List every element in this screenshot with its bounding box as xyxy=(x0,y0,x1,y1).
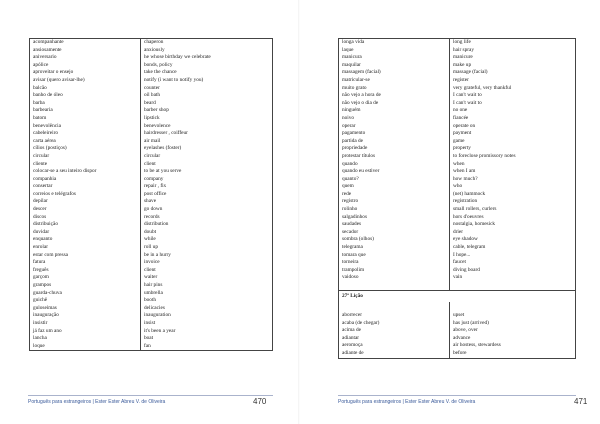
vocab-row xyxy=(339,100,576,108)
english-term: fan xyxy=(144,342,151,349)
vocab-row xyxy=(339,183,576,191)
vocab-row xyxy=(30,236,273,244)
english-term: nostalgia, homesick xyxy=(453,221,496,228)
english-term: eyelashes (foster) xyxy=(144,145,182,152)
english-term: to be at you serve xyxy=(144,168,182,175)
english-term: eye shadow xyxy=(453,236,478,243)
english-term: bonds, policy xyxy=(144,61,173,68)
english-term: anxiously xyxy=(144,46,165,53)
portuguese-term: aborrecer xyxy=(339,312,450,320)
vocab-row xyxy=(30,297,273,305)
portuguese-term: não vejo o dia de xyxy=(339,100,450,108)
portuguese-term: carta aérea xyxy=(30,138,141,146)
english-term: registration xyxy=(453,198,478,205)
english-term: notify (i want to notify you) xyxy=(144,76,204,83)
portuguese-term: avisar (quero avisar-lhe) xyxy=(30,77,141,85)
section-spacer xyxy=(339,302,576,312)
portuguese-term: quando xyxy=(339,161,450,169)
portuguese-term: ninguém xyxy=(339,107,450,115)
english-term: benevolence xyxy=(144,122,171,129)
portuguese-term: adiantar xyxy=(339,335,450,343)
portuguese-term: inauguração xyxy=(30,312,141,320)
portuguese-term: apólice xyxy=(30,62,141,70)
english-term: drier xyxy=(453,228,463,235)
vocab-row xyxy=(30,123,273,131)
english-term: I hope... xyxy=(453,251,471,258)
portuguese-term: insistir xyxy=(30,320,141,328)
portuguese-term: correios e telégrafos xyxy=(30,191,141,199)
vocab-row xyxy=(339,54,576,62)
vocab-row xyxy=(339,335,576,343)
portuguese-term: guichê xyxy=(30,297,141,305)
vocab-row xyxy=(339,252,576,260)
portuguese-term: manicura xyxy=(339,54,450,62)
english-term: oil bath xyxy=(144,92,161,99)
english-term: I can't wait to xyxy=(453,99,482,106)
vocab-row xyxy=(339,327,576,335)
portuguese-term: colocar-se a seu inteiro dispor xyxy=(30,168,141,176)
portuguese-term: estar com pressa xyxy=(30,252,141,260)
portuguese-term: partida de xyxy=(339,138,450,146)
vocab-row xyxy=(30,39,273,47)
vocab-row xyxy=(339,221,576,229)
portuguese-term: rolinho xyxy=(339,206,450,214)
english-term: beard xyxy=(144,99,156,106)
portuguese-term: operar xyxy=(339,123,450,131)
english-term: before xyxy=(453,349,467,356)
right-page xyxy=(300,0,600,424)
english-term: small rollers, curlers xyxy=(453,206,497,213)
portuguese-term: discos xyxy=(30,214,141,222)
english-term: he whose birthday we celebrate xyxy=(144,54,211,61)
vocab-row xyxy=(339,342,576,350)
vocab-row xyxy=(30,320,273,328)
english-term: very grateful, very thankful xyxy=(453,84,512,91)
english-term: manicure xyxy=(453,54,473,61)
vocab-row xyxy=(339,259,576,267)
vocab-row xyxy=(339,62,576,70)
portuguese-term: fatura xyxy=(30,259,141,267)
vocab-row xyxy=(30,145,273,153)
vocab-row xyxy=(30,206,273,214)
portuguese-term: aproveitar o ensejo xyxy=(30,69,141,77)
vocab-row xyxy=(339,191,576,199)
vocab-row xyxy=(30,282,273,290)
vocab-row xyxy=(339,350,576,358)
english-term: no one xyxy=(453,107,468,114)
portuguese-term: saudades xyxy=(339,221,450,229)
portuguese-term: quando eu estiver xyxy=(339,168,450,176)
english-term: payment xyxy=(453,130,472,137)
portuguese-term: lancha xyxy=(30,335,141,343)
portuguese-term: muito grato xyxy=(339,85,450,93)
portuguese-term: enrolar xyxy=(30,244,141,252)
english-term: long life xyxy=(453,39,471,45)
page-number-right: 471 xyxy=(574,397,588,406)
portuguese-term: circular xyxy=(30,153,141,161)
vocab-row xyxy=(339,176,576,184)
portuguese-term: barbearia xyxy=(30,107,141,115)
portuguese-term: trampolim xyxy=(339,267,450,275)
vocab-row xyxy=(30,161,273,169)
portuguese-term: laque xyxy=(339,47,450,55)
english-term: records xyxy=(144,213,160,220)
vocab-row xyxy=(30,69,273,77)
portuguese-term: grampos xyxy=(30,282,141,290)
english-term: hors d'oeuvres xyxy=(453,213,484,220)
english-term: make up xyxy=(453,61,472,68)
vocab-row xyxy=(30,267,273,275)
vocab-row xyxy=(339,312,576,320)
vocab-row xyxy=(30,244,273,252)
vocab-row xyxy=(30,343,273,351)
vocab-row xyxy=(30,92,273,100)
portuguese-term: acompanhante xyxy=(30,39,141,47)
english-term: boat xyxy=(144,335,154,342)
vocab-row xyxy=(339,107,576,115)
portuguese-term: não vejo a hora de xyxy=(339,92,450,100)
portuguese-term: barba xyxy=(30,100,141,108)
vocab-row xyxy=(339,145,576,153)
vocab-row xyxy=(339,161,576,169)
portuguese-term: enquanto xyxy=(30,236,141,244)
section-heading-row xyxy=(339,291,576,303)
vocab-row xyxy=(30,221,273,229)
lesson-title: 27ª Lição xyxy=(342,293,363,299)
english-term: has just (arrived) xyxy=(453,319,489,326)
vocab-row xyxy=(30,229,273,237)
english-term: (net) hammock xyxy=(453,190,486,197)
portuguese-term: depilar xyxy=(30,198,141,206)
english-term: counter xyxy=(144,84,160,91)
english-term: to foreclose promissory notes xyxy=(453,152,516,159)
portuguese-term: balcão xyxy=(30,85,141,93)
english-term: operate on xyxy=(453,122,476,129)
english-term: client xyxy=(144,266,156,273)
vocab-row xyxy=(339,39,576,47)
portuguese-term: secador xyxy=(339,229,450,237)
english-term: it's been a year xyxy=(144,327,176,334)
portuguese-term: cliente xyxy=(30,161,141,169)
vocab-row xyxy=(339,153,576,161)
vocab-row xyxy=(339,123,576,131)
english-term: when I am xyxy=(453,168,476,175)
english-term: invoice xyxy=(144,259,160,266)
english-term: fiancée xyxy=(453,114,469,121)
vocab-row xyxy=(30,328,273,336)
portuguese-term: já faz um ano xyxy=(30,328,141,336)
portuguese-term: rede xyxy=(339,191,450,199)
portuguese-term: guloseimas xyxy=(30,305,141,313)
english-term: client xyxy=(144,160,156,167)
vocab-row xyxy=(339,274,576,282)
portuguese-term: pagamento xyxy=(339,130,450,138)
portuguese-term: maquilar xyxy=(339,62,450,70)
english-term: booth xyxy=(144,297,157,304)
english-term: insist xyxy=(144,319,156,326)
portuguese-term: propriedade xyxy=(339,145,450,153)
vocab-row xyxy=(339,244,576,252)
portuguese-term: batom xyxy=(30,115,141,123)
english-term: above, over xyxy=(453,327,478,334)
vocab-row xyxy=(30,100,273,108)
footer-text-left: Português para estrangeiros | Ester Ester Abreu V. de Oliveira xyxy=(28,399,166,405)
portuguese-term: vaidoso xyxy=(339,274,450,282)
portuguese-term: aeromoça xyxy=(339,342,450,350)
vocab-row xyxy=(30,252,273,260)
vocab-row xyxy=(30,62,273,70)
vocab-row xyxy=(30,191,273,199)
vocab-row xyxy=(30,85,273,93)
footer-rule-right xyxy=(338,395,576,396)
footer-text-right: Português para estrangeiros | Ester Ester Abreu V. de Oliveira xyxy=(338,399,476,405)
english-term: cable, telegram xyxy=(453,244,486,251)
english-term: air hostess, stewardess xyxy=(453,342,501,349)
portuguese-term: salgadinhos xyxy=(339,214,450,222)
portuguese-term: registro xyxy=(339,198,450,206)
english-term: hairdresser , coiffeur xyxy=(144,130,188,137)
vocab-row xyxy=(339,69,576,77)
english-term: repair , fix xyxy=(144,183,167,190)
english-term: upset xyxy=(453,312,465,318)
vocab-row xyxy=(30,305,273,313)
portuguese-term: quanto? xyxy=(339,176,450,184)
vocab-row xyxy=(30,214,273,222)
portuguese-term: consertar xyxy=(30,183,141,191)
portuguese-term: acima de xyxy=(339,327,450,335)
portuguese-term: protestar títulos xyxy=(339,153,450,161)
vocab-row xyxy=(339,85,576,93)
vocab-row xyxy=(30,77,273,85)
portuguese-term: duvidar xyxy=(30,229,141,237)
english-term: hair pins xyxy=(144,282,163,288)
vocab-row xyxy=(30,259,273,267)
english-term: air mail xyxy=(144,137,161,144)
english-term: be in a hurry xyxy=(144,251,171,258)
portuguese-term: longa vida xyxy=(339,39,450,47)
portuguese-term: acaba (de chegar) xyxy=(339,320,450,328)
portuguese-term: cabeleireiro xyxy=(30,130,141,138)
english-term: shave xyxy=(144,198,157,205)
vocabulary-table-right xyxy=(338,38,576,359)
vocab-row xyxy=(339,214,576,222)
vocab-row xyxy=(339,206,576,214)
vocab-row xyxy=(339,77,576,85)
vocab-row xyxy=(30,130,273,138)
english-term: faucet xyxy=(453,259,466,266)
english-term: go down xyxy=(144,206,163,213)
portuguese-term: telegrama xyxy=(339,244,450,252)
english-term: roll up xyxy=(144,244,158,251)
english-term: property xyxy=(453,145,471,152)
vocab-row xyxy=(339,320,576,328)
english-term: umbrella xyxy=(144,289,163,296)
vocab-row xyxy=(30,274,273,282)
english-term: circular xyxy=(144,152,161,159)
english-term: I can't wait to xyxy=(453,92,482,99)
english-term: hair spray xyxy=(453,46,475,53)
english-term: waiter xyxy=(144,274,158,281)
vocab-row xyxy=(339,47,576,55)
footer-rule-left xyxy=(28,395,273,396)
portuguese-term: guarda-chuva xyxy=(30,290,141,298)
english-term: advance xyxy=(453,334,471,341)
portuguese-term: aniversario xyxy=(30,54,141,62)
english-term: doubt xyxy=(144,228,157,235)
english-term: how much? xyxy=(453,175,478,182)
vocab-row xyxy=(339,138,576,146)
portuguese-term: noivo xyxy=(339,115,450,123)
english-term: vain xyxy=(453,274,463,281)
portuguese-term: distribuição xyxy=(30,221,141,229)
english-term: when xyxy=(453,160,465,167)
vocab-row xyxy=(339,168,576,176)
portuguese-term: adiante de xyxy=(339,350,450,358)
vocab-row xyxy=(30,138,273,146)
english-term: who xyxy=(453,183,463,190)
english-term: barber shop xyxy=(144,107,169,114)
english-term: chaperon xyxy=(144,39,164,45)
english-term: diving board xyxy=(453,266,480,273)
section-gap xyxy=(339,282,576,291)
vocab-row xyxy=(30,176,273,184)
english-term: massage (facial) xyxy=(453,69,488,76)
portuguese-term: cílios (postiços) xyxy=(30,145,141,153)
vocabulary-table-left xyxy=(29,38,273,351)
vocab-row xyxy=(339,236,576,244)
vocab-row xyxy=(339,130,576,138)
vocab-row xyxy=(30,290,273,298)
portuguese-term: freguês xyxy=(30,267,141,275)
english-term: register xyxy=(453,76,469,83)
vocab-row xyxy=(30,54,273,62)
portuguese-term: ansiosamente xyxy=(30,47,141,55)
portuguese-term: banho de óleo xyxy=(30,92,141,100)
english-term: inauguration xyxy=(144,312,171,319)
portuguese-term: garçom xyxy=(30,274,141,282)
portuguese-term: companhia xyxy=(30,176,141,184)
vocab-row xyxy=(339,92,576,100)
vocab-row xyxy=(30,47,273,55)
english-term: post office xyxy=(144,190,167,197)
portuguese-term: descer xyxy=(30,206,141,214)
vocab-row xyxy=(30,198,273,206)
english-term: distribution xyxy=(144,221,169,228)
page-number-left: 470 xyxy=(253,397,267,406)
vocab-row xyxy=(30,115,273,123)
english-term: game xyxy=(453,137,465,144)
vocab-row xyxy=(30,107,273,115)
portuguese-term: benevolência xyxy=(30,123,141,131)
vocab-row xyxy=(30,168,273,176)
portuguese-term: massagem (facial) xyxy=(339,69,450,77)
portuguese-term: torneira xyxy=(339,259,450,267)
english-term: delicacies xyxy=(144,304,165,311)
vocab-row xyxy=(30,335,273,343)
portuguese-term: matricular-se xyxy=(339,77,450,85)
vocab-row xyxy=(339,267,576,275)
english-term: take the chance xyxy=(144,69,177,76)
english-term: company xyxy=(144,175,164,182)
portuguese-term: quem xyxy=(339,183,450,191)
vocab-row xyxy=(339,229,576,237)
english-term: lipstick xyxy=(144,114,160,121)
vocab-row xyxy=(30,153,273,161)
vocab-row xyxy=(339,115,576,123)
vocab-row xyxy=(30,183,273,191)
english-term: while xyxy=(144,236,156,243)
vocab-row xyxy=(339,198,576,206)
portuguese-term: tomara que xyxy=(339,252,450,260)
portuguese-term: loque xyxy=(30,343,141,351)
vocab-row xyxy=(30,312,273,320)
portuguese-term: sombra (olhos) xyxy=(339,236,450,244)
